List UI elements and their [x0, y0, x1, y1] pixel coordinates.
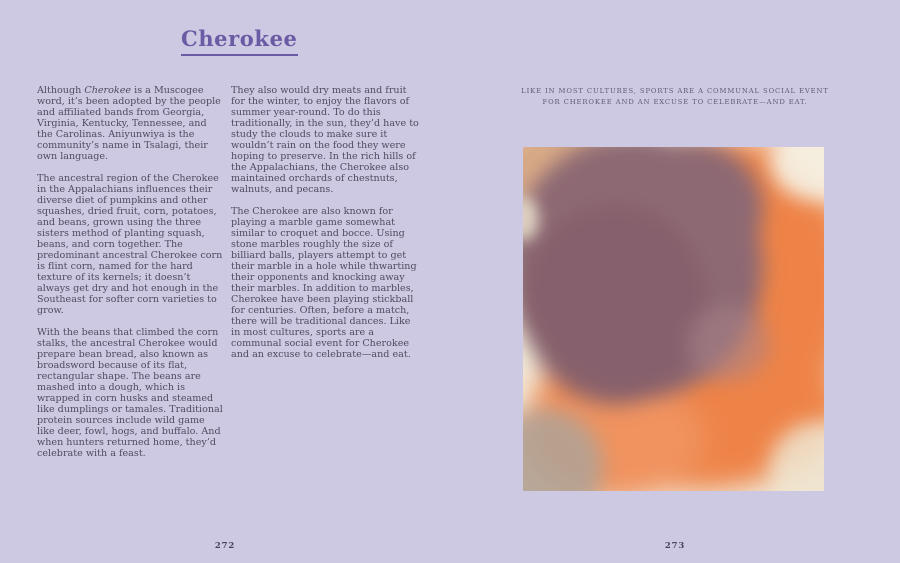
body-column-1	[37, 85, 223, 470]
mauve-light-patch-shape	[686, 305, 770, 381]
page-number-right: 273	[664, 541, 686, 551]
photo-caption-line-2: FOR CHEROKEE AND AN EXCUSE TO CELEBRATE—AND EAT.	[542, 98, 808, 106]
paragraph	[37, 85, 223, 162]
paragraph: The Cherokee are also known for playing a marble game somewhat similar to croquet and bocce. Using stone marbles roughly the size of billiard balls, players attempt to get their marble in a hole while thwarting their opponents and knocking away their marbles. In addition to marbles, Cherokee have been playing stickball for centuries. Often, before a match, there will be traditional dances. Like in most cultures, sports are a communal social event for Cherokee and an excuse to celebrate—and eat.	[231, 206, 417, 360]
photo-caption	[490, 86, 860, 108]
chapter-title: Cherokee	[181, 26, 298, 56]
chapter-title-wrap	[181, 26, 298, 56]
right-page	[450, 0, 900, 563]
paragraph-text: Although	[37, 85, 85, 96]
italic-term: Cherokee	[84, 85, 132, 96]
watercolor-artwork	[523, 147, 824, 491]
body-column-2	[231, 85, 421, 371]
paragraph: With the beans that climbed the corn stalks, the ancestral Cherokee would prepare bean bread, also known as broadsword because of its flat, rectangular shape. The beans are mashed into a dough, which is wrapped in corn husks and steamed like dumplings or tamales. Traditional protein sources include wild game like deer, fowl, hogs, and buffalo. And when hunters returned home, they’d celebrate with a feast.	[37, 327, 223, 459]
paragraph: The ancestral region of the Cherokee in the Appalachians influences their diverse diet of pumpkins and other squashes, dried fruit, corn, potatoes, and beans, grown using the three sisters method of planting squash, beans, and corn together. The predominant ancestral Cherokee corn is flint corn, named for the hard texture of its kernels; it doesn’t always get dry and hot enough in the Southeast for softer corn varieties to grow.	[37, 173, 223, 316]
mauve-core-shape	[523, 205, 707, 405]
page-number-left: 272	[214, 541, 236, 551]
paragraph-text: is a Muscogee word, it’s been adopted by the people and affiliated bands from Georgia, Virginia, Kentucky, Tennessee, and the Carolinas. Aniyunwiya is the community’s name in Tsalagi, their own language.	[37, 85, 221, 162]
watercolor-artwork-canvas	[523, 147, 824, 491]
paragraph: They also would dry meats and fruit for the winter, to enjoy the flavors of summer year-round. To do this traditionally, in the sun, they’d have to study the clouds to make sure it wouldn’t rain on the food they were hoping to preserve. In the rich hills of the Appalachians, the Cherokee also maintained orchards of chestnuts, walnuts, and pecans.	[231, 85, 419, 195]
photo-caption-line-1: LIKE IN MOST CULTURES, SPORTS ARE A COMMUNAL SOCIAL EVENT	[521, 87, 829, 95]
